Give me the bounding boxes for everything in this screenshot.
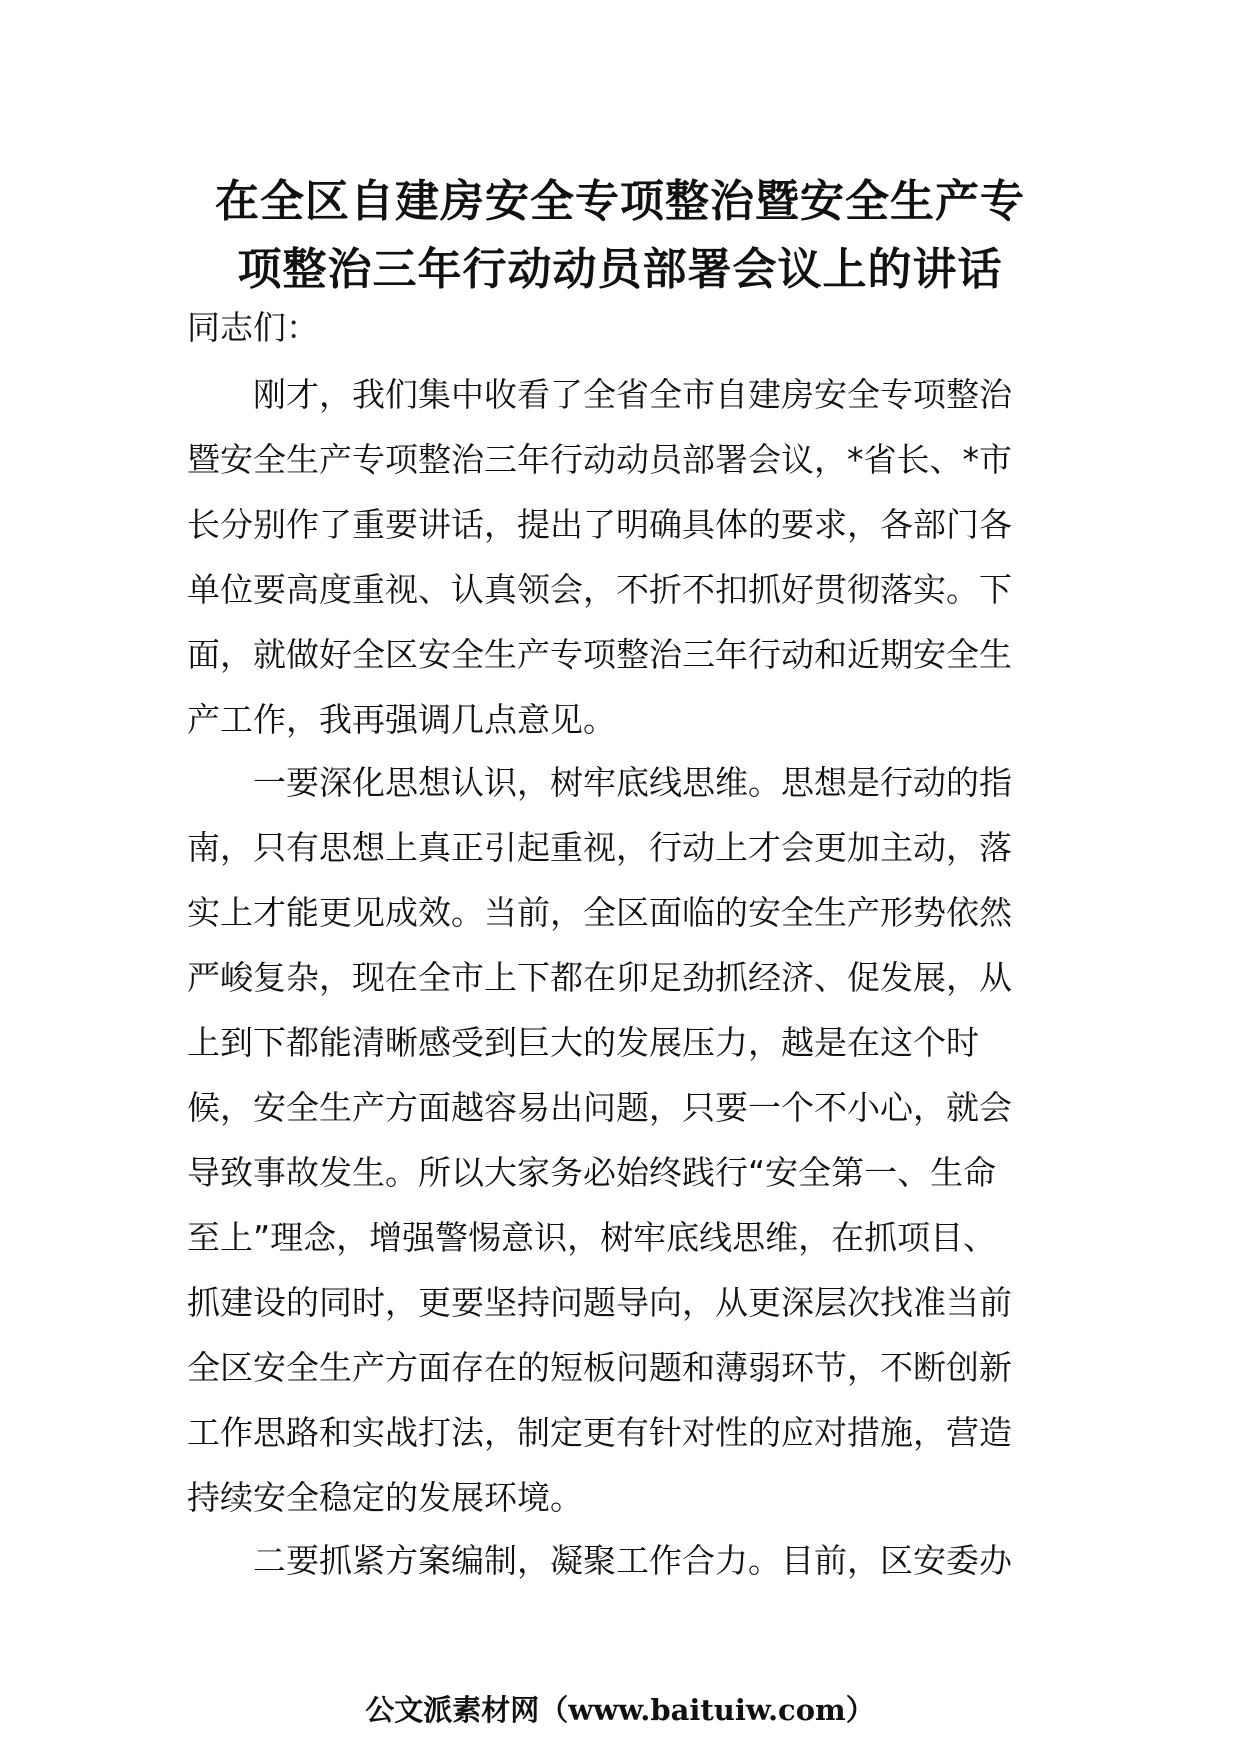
paragraph-point-one xyxy=(187,750,1067,1530)
paragraph-point-two xyxy=(187,1528,1067,1593)
paragraph-line: 一要深化思想认识，树牢底线思维。思想是行动的指 xyxy=(253,763,1012,802)
paragraph-line: 单位要高度重视、认真领会，不折不扣抓好贯彻落实。下 xyxy=(187,570,1012,609)
paragraph-line: 全区安全生产方面存在的短板问题和薄弱环节，不断创新 xyxy=(187,1348,1012,1387)
paragraph-line: 产工作，我再强调几点意见。 xyxy=(187,700,616,739)
paragraph-line: 南，只有思想上真正引起重视，行动上才会更加主动，落 xyxy=(187,828,1012,867)
paragraph-line: 工作思路和实战打法，制定更有针对性的应对措施，营造 xyxy=(187,1413,1012,1452)
paragraph-line: 上到下都能清晰感受到巨大的发展压力，越是在这个时 xyxy=(187,1023,979,1062)
salutation: 同志们： xyxy=(187,308,319,347)
paragraph-line: 持续安全稳定的发展环境。 xyxy=(187,1478,583,1517)
title-line: 在全区自建房安全专项整治暨安全生产专 xyxy=(215,176,1025,227)
paragraph-line: 二要抓紧方案编制，凝聚工作合力。目前，区安委办 xyxy=(253,1541,1012,1580)
paragraph-line: 面，就做好全区安全生产专项整治三年行动和近期安全生 xyxy=(187,635,1012,674)
footer-watermark: 公文派素材网（www.baituiw.com） xyxy=(365,1693,875,1727)
paragraph-line: 长分别作了重要讲话，提出了明确具体的要求，各部门各 xyxy=(187,505,1012,544)
paragraph-line: 暨安全生产专项整治三年行动动员部署会议，*省长、*市 xyxy=(187,440,1012,479)
paragraph-line: 至上”理念，增强警惕意识，树牢底线思维，在抓项目、 xyxy=(187,1218,997,1257)
paragraph-line: 候，安全生产方面越容易出问题，只要一个不小心，就会 xyxy=(187,1088,1012,1127)
paragraph-line: 刚才，我们集中收看了全省全市自建房安全专项整治 xyxy=(253,375,1012,414)
paragraph-line: 实上才能更见成效。当前，全区面临的安全生产形势依然 xyxy=(187,893,1012,932)
title-line: 项整治三年行动动员部署会议上的讲话 xyxy=(237,244,1003,295)
paragraph-opening xyxy=(187,362,1067,752)
paragraph-line: 抓建设的同时，更要坚持问题导向，从更深层次找准当前 xyxy=(187,1283,1012,1322)
paragraph-line: 严峻复杂，现在全市上下都在卯足劲抓经济、促发展，从 xyxy=(187,958,1012,997)
paragraph-line: 导致事故发生。所以大家务必始终践行“安全第一、生命 xyxy=(187,1153,997,1192)
document-title xyxy=(150,168,1090,304)
